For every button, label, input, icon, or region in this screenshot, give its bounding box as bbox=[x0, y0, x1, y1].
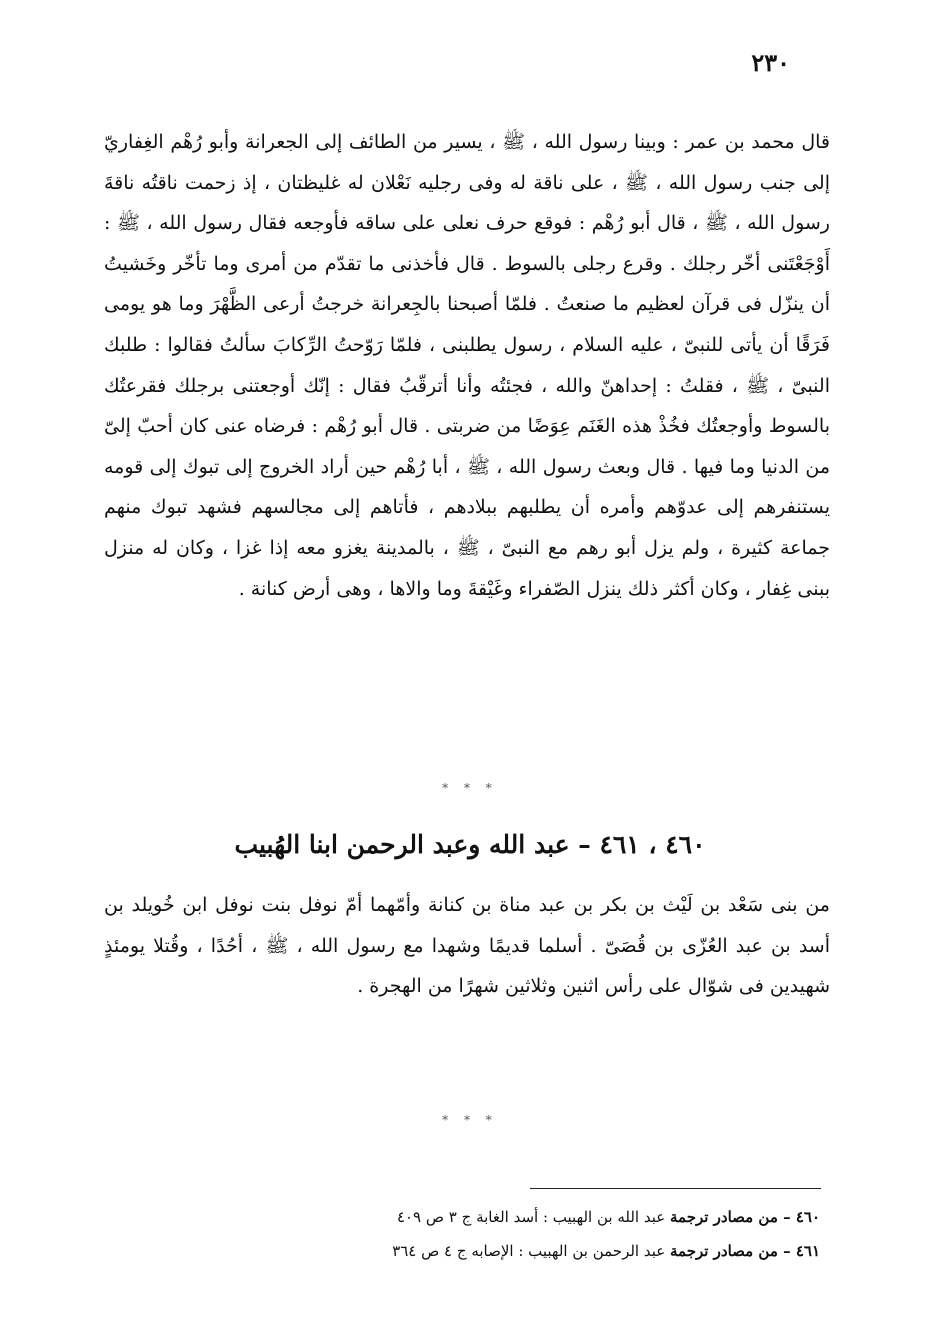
body-paragraph: قال محمد بن عمر : وبينا رسول الله ، ﷺ ، يسير من الطائف إلى الجعرانة وأبو رُهْم الغِفاريّ إلى جنب رسول الله ، ﷺ ، على ناقة له وفى رجليه نَعْلان له غليظتان ، إذ زحمت ناقتُه ناقةَ رسول الله ، ﷺ ، قال أبو رُهْم : فوقع حرف نعلى على ساقه فأوجعه فقال رسول الله ، ﷺ : أَوْجَعْتَنى أخّر رجلك . وقرع رجلى بالسوط . قال فأخذنى ما تقدّم من أمرى وما تأخّر وخَشيتُ أن ينزّل فى قرآن لعظيم ما صنعتُ . فلمّا أصبحنا بالجِعرانة خرجتُ أرعى الظَّهْرَ وما هو يومى فَرَقًا أن يأتى للنبىّ ، عليه السلام ، رسول يطلبنى ، فلمّا رَوّحتُ الرِّكابَ سألتُ فقالوا : طلبك النبىّ ، ﷺ ، فقلتُ : إحداهنّ والله ، فجئتُه وأنا أترقّبُ فقال : إنّك أوجعتنى برجلك فقرعتُك بالسوط وأوجعتُك فخُذْ هذه الغَنَم عِوَضًا من ضربتى . قال أبو رُهْم : فرضاه عنى كان أحبّ إلىّ من الدنيا وما فيها . قال وبعث رسول الله ، ﷺ ، أبا رُهْم حين أراد الخروج إلى تبوك إلى قومه يستنفرهم إلى عدوّهم وأمره أن يطلبهم ببلادهم ، فأتاهم إلى مجالسهم فشهد تبوك منهم جماعة كثيرة ، ولم يزل أبو رهم مع النبىّ ، ﷺ ، بالمدينة يغزو معه إذا غزا ، وكان له منزل ببنى غِفار ، وكان أكثر ذلك ينزل الصّفراء وغَيْقةَ وما والاها ، وهى أرض كنانة . bbox=[104, 131, 831, 600]
section-paragraph: من بنى سَعْد بن لَيْث بن بكر بن عبد مناة بن كنانة وأمّهما أمّ نوفل بنت نوفل ابن خُويلد بن أسد بن عبد العُزّى بن قُصَىّ . أسلما قديمًا وشهدا مع رسول الله ، ﷺ ، أحُدًا ، وقُتلا يومئذٍ شهيدين فى شوّال على رأس اثنين وثلاثين شهرًا من الهجرة . bbox=[104, 894, 830, 998]
footnote-divider bbox=[530, 1188, 821, 1189]
footnote-item bbox=[120, 1234, 820, 1268]
section-separator: * * * bbox=[442, 781, 498, 795]
footnotes-list bbox=[120, 1200, 820, 1268]
page-number: ٢٣٠ bbox=[751, 48, 790, 77]
footnote-item bbox=[120, 1200, 820, 1234]
section-separator-end: * * * bbox=[442, 1113, 498, 1127]
footnote-text: عبد الرحمن بن الهبيب : الإصابه ج ٤ ص ٣٦٤ bbox=[392, 1242, 666, 1260]
section-heading: ٤٦٠ ، ٤٦١ – عبد الله وعبد الرحمن ابنا الهُبيب bbox=[234, 830, 706, 859]
footnote-text: عبد الله بن الهبيب : أسد الغابة ج ٣ ص ٤٠٩ bbox=[396, 1208, 666, 1226]
footnote-label: ٤٦٠ – من مصادر ترجمة bbox=[670, 1208, 820, 1226]
footnote-label: ٤٦١ – من مصادر ترجمة bbox=[670, 1242, 820, 1260]
